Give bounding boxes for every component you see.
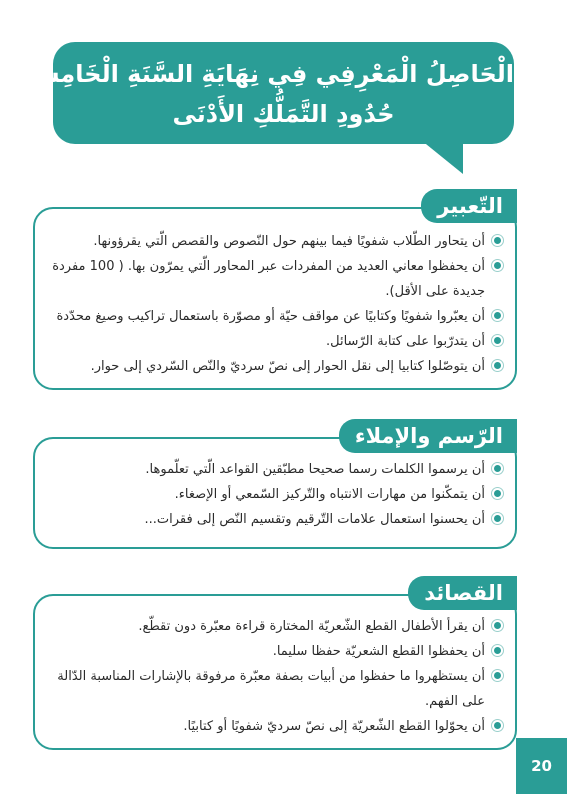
poems-list <box>49 614 501 739</box>
expression-list <box>49 229 501 379</box>
list-item <box>49 639 501 664</box>
list-item-text: أن يتدرّبوا على كتابة الرّسائل. <box>325 334 485 349</box>
bubble-tail <box>421 140 463 174</box>
section-title-expression: التّعبير <box>421 189 517 223</box>
section-title-dictation: الرّسم والإملاء <box>339 419 517 453</box>
list-item-text: أن يحفظوا القطع الشعريّة حفظا سليما. <box>272 644 485 659</box>
list-item <box>49 482 501 507</box>
section-dictation <box>33 424 517 549</box>
bullet-icon <box>494 515 501 522</box>
bullet-icon <box>494 672 501 679</box>
list-item <box>49 304 501 329</box>
section-expression <box>33 194 517 390</box>
list-item-text: أن يستظهروا ما حفظوا من أبيات بصفة معبّرة مرفوقة بالإشارات المناسبة الدّالة على الفهم. <box>57 669 485 709</box>
list-item <box>49 714 501 739</box>
bullet-icon <box>494 465 501 472</box>
page-number: 20 <box>516 738 567 794</box>
list-item <box>49 354 501 379</box>
section-poems <box>33 581 517 750</box>
bullet-icon <box>494 237 501 244</box>
bullet-icon <box>494 312 501 319</box>
header-bubble <box>21 42 514 144</box>
list-item <box>49 254 501 304</box>
section-title-poems: القصائد <box>408 576 517 610</box>
list-item-text: أن يتحاور الطّلاب شفويًا فيما بينهم حول النّصوص والقصص الّتي يقرؤونها. <box>93 234 485 249</box>
bullet-icon <box>494 647 501 654</box>
bullet-icon <box>494 622 501 629</box>
list-item-text: أن يحفظوا معاني العديد من المفردات عبر المحاور الّتي يمرّون بها. ( 100 مفردة جديدة على الأقل). <box>52 259 485 299</box>
list-item <box>49 229 501 254</box>
bullet-icon <box>494 337 501 344</box>
list-item <box>49 457 501 482</box>
list-item-text: أن يحوّلوا القطع الشّعريّة إلى نصّ سرديّ شفويًا أو كتابيًا. <box>183 719 485 734</box>
list-item-text: أن يتوصّلوا كتابيا إلى نقل الحوار إلى نصّ سرديّ والنّص السّردي إلى حوار. <box>90 359 485 374</box>
list-item <box>49 664 501 714</box>
bullet-icon <box>494 362 501 369</box>
list-item-text: أن يقرأ الأطفال القطع الشّعريّة المختارة قراءة معبّرة دون تقطّع. <box>138 619 485 634</box>
header-title-line-2: حُدُودِ التَّمَلُّكِ الأَدْنَى <box>172 100 395 128</box>
header-title-line-1: الْحَاصِلُ الْمَعْرِفِي فِي نِهَايَةِ السَّنَةِ الْخَامِسَةِ <box>21 60 514 88</box>
list-item <box>49 614 501 639</box>
list-item-text: أن يتمكّنوا من مهارات الانتباه والتّركيز السّمعي أو الإصغاء. <box>174 487 485 502</box>
list-item <box>49 329 501 354</box>
bullet-icon <box>494 262 501 269</box>
list-item-text: أن يعبّروا شفويًا وكتابيًا عن مواقف حيّة أو مصوّرة باستعمال تراكيب وصيغ محدّدة <box>56 309 485 324</box>
list-item <box>49 507 501 532</box>
dictation-list <box>49 457 501 532</box>
list-item-text: أن يرسموا الكلمات رسما صحيحا مطبّقين القواعد الّتي تعلّموها. <box>145 462 485 477</box>
bullet-icon <box>494 722 501 729</box>
bullet-icon <box>494 490 501 497</box>
list-item-text: أن يحسنوا استعمال علامات التّرقيم وتقسيم النّص إلى فقرات... <box>144 512 485 527</box>
